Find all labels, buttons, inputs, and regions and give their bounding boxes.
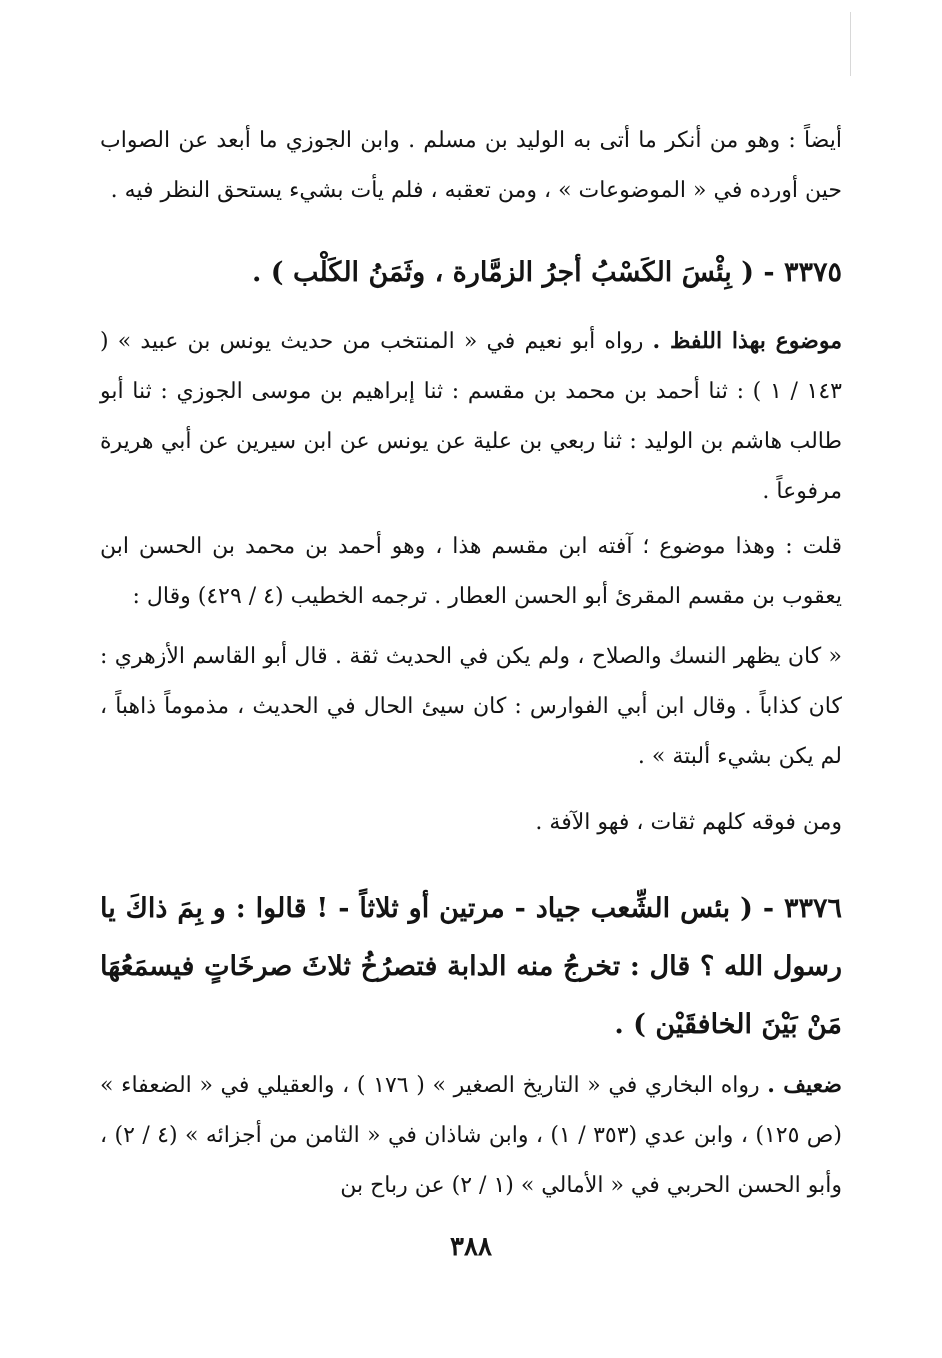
entry-3375-paragraph-4 <box>100 798 842 848</box>
entry-3375-paragraph-2-text: قلت : وهذا موضوع ؛ آفته ابن مقسم هذا ، وهو أحمد بن محمد بن الحسن ابن يعقوب بن مقسم المقرئ أبو الحسن العطار . ترجمه الخطيب (٤ / ٤٢٩) وقال : <box>100 534 842 609</box>
entry-3376-paragraph-1-text: رواه البخاري في « التاريخ الصغير » ( ١٧٦ ) ، والعقيلي في « الضعفاء » (ص ١٢٥) ، وابن عدي (٣٥٣ / ١) ، وابن شاذان في « الثامن من أجزائه » (٤ / ٢) ، وأبو الحسن الحربي في « الأمالي » (١ / ٢) عن رباح بن <box>100 1073 842 1198</box>
entry-3375-heading <box>100 248 842 298</box>
entry-3376-heading-line <box>100 880 842 1054</box>
page-number: ٣٨٨ <box>450 1232 492 1262</box>
continuation-text: أيضاً : وهو من أنكر ما أتى به الوليد بن مسلم . وابن الجوزي ما أبعد عن الصواب حين أورده في « الموضوعات » ، ومن تعقبه ، فلم يأت بشيء يستحق النظر فيه . <box>100 128 842 203</box>
entry-3375-paragraph-2 <box>100 522 842 622</box>
entry-3375-paragraph-3 <box>100 632 842 782</box>
entry-3376-title: ( بئس الشِّعب جياد - مرتين أو ثلاثاً - ! قالوا : و بِمَ ذاكَ يا رسول الله ؟ قال : تخرجُ منه الدابة فتصرُخُ ثلاثَ صرخَاتٍ فيسمَعُهَا مَنْ بَيْنَ الخافقَيْن ) . <box>100 893 842 1040</box>
entry-3376-heading <box>100 880 842 1054</box>
entry-3375-grade-label: موضوع بهذا اللفظ . <box>652 328 843 354</box>
entry-3376-paragraph-1-line <box>100 1060 842 1211</box>
entry-3376-grade-label: ضعيف . <box>767 1072 842 1098</box>
continuation-paragraph <box>100 116 842 216</box>
entry-3375-paragraph-1 <box>100 316 842 517</box>
entry-3376-number: ٣٣٧٦ - <box>762 893 842 924</box>
entry-3375-heading-line <box>100 248 842 298</box>
entry-3375-title: ( بِئْسَ الكَسْبُ أجرُ الزمَّارة ، وثَمَنُ الكَلْب ) . <box>251 257 754 288</box>
entry-3375-paragraph-3-text: « كان يظهر النسك والصلاح ، ولم يكن في الحديث ثقة . قال أبو القاسم الأزهري : كان كذاباً . وقال ابن أبي الفوارس : كان سيئ الحال في الحديث ، مذموماً ذاهباً ، لم يكن بشيء ألبتة » . <box>100 644 842 769</box>
entry-3375-paragraph-4-text: ومن فوقه كلهم ثقات ، فهو الآفة . <box>535 810 842 835</box>
entry-3375-number: ٣٣٧٥ - <box>763 257 842 288</box>
entry-3376-paragraph-1 <box>100 1060 842 1211</box>
entry-3375-paragraph-1-line <box>100 316 842 517</box>
scan-edge-mark <box>850 12 851 76</box>
entry-3375-paragraph-1-text: رواه أبو نعيم في « المنتخب من حديث يونس بن عبيد » ( ١٤٣ / ١ ) : ثنا أحمد بن محمد بن مقسم : ثنا إبراهيم بن موسى الجوزي : ثنا أبو طالب هاشم بن الوليد : ثنا ربعي بن علية عن يونس عن ابن سيرين عن أبي هريرة مرفوعاً . <box>100 329 842 504</box>
